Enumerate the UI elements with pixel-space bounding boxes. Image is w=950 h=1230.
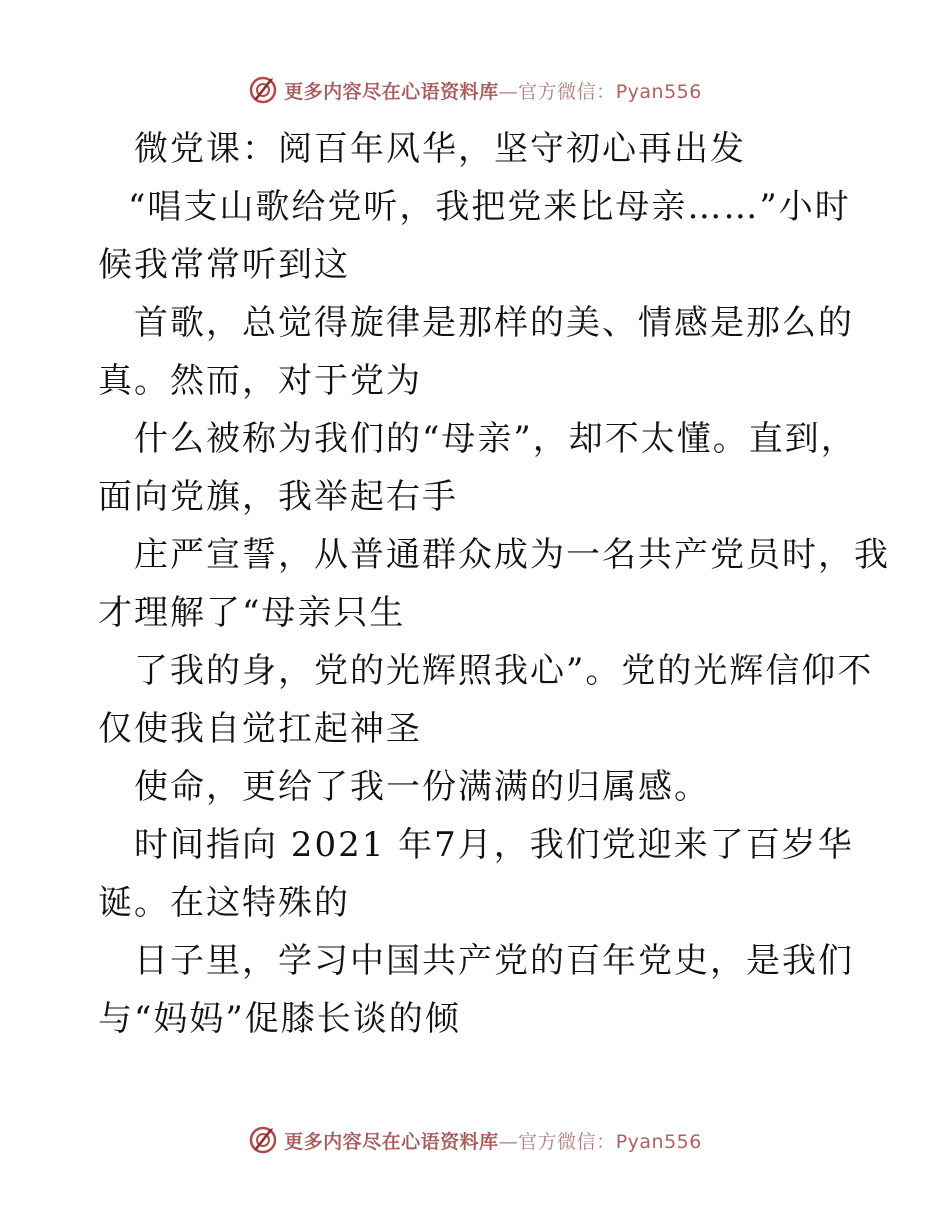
banner-text bbox=[284, 1127, 702, 1154]
header-banner-inner bbox=[248, 75, 702, 105]
logo-icon bbox=[248, 1125, 278, 1155]
banner-wechat-id: Pyan556 bbox=[615, 80, 702, 103]
banner-official-label: 官方微信： bbox=[518, 1130, 616, 1153]
document-body bbox=[98, 120, 890, 1048]
header-banner bbox=[0, 70, 950, 110]
paragraph-line: “唱支山歌给党听，我把党来比母亲……”小时 bbox=[128, 187, 851, 227]
paragraph-line: 首歌，总觉得旋律是那样的美、情感是那么的 bbox=[134, 303, 854, 343]
footer-banner bbox=[0, 1120, 950, 1160]
banner-wechat-id: Pyan556 bbox=[615, 1130, 702, 1153]
paragraph-line: 日子里，学习中国共产党的百年党史，是我们 bbox=[134, 941, 854, 981]
paragraph-line: 与“妈妈”促膝长谈的倾 bbox=[98, 999, 461, 1039]
paragraph-line: 候我常常听到这 bbox=[98, 245, 350, 285]
footer-banner-inner bbox=[248, 1125, 702, 1155]
document-title: 微党课：阅百年风华，坚守初心再出发 bbox=[134, 129, 746, 169]
banner-main-text: 更多内容尽在心语资料库 bbox=[284, 80, 499, 103]
paragraph-line: 使命，更给了我一份满满的归属感。 bbox=[134, 767, 710, 807]
paragraph-line: 什么被称为我们的“母亲”，却不太懂。直到， bbox=[134, 419, 857, 459]
paragraph-line: 庄严宣誓，从普通群众成为一名共产党员时，我 bbox=[134, 535, 890, 575]
paragraph-line: 面向党旗，我举起右手 bbox=[98, 477, 458, 517]
banner-dash: — bbox=[498, 1130, 519, 1153]
logo-icon bbox=[248, 75, 278, 105]
paragraph-line: 时间指向 2021 年7月，我们党迎来了百岁华 bbox=[134, 825, 854, 865]
paragraph-line: 了我的身，党的光辉照我心”。党的光辉信仰不 bbox=[134, 651, 874, 691]
banner-dash: — bbox=[498, 80, 519, 103]
paragraph-line: 仅使我自觉扛起神圣 bbox=[98, 709, 422, 749]
paragraph-line: 诞。在这特殊的 bbox=[98, 883, 350, 923]
paragraph-line: 才理解了“母亲只生 bbox=[98, 593, 406, 633]
banner-official-label: 官方微信： bbox=[518, 80, 616, 103]
banner-text bbox=[284, 77, 702, 104]
paragraph-line: 真。然而，对于党为 bbox=[98, 361, 422, 401]
banner-main-text: 更多内容尽在心语资料库 bbox=[284, 1130, 499, 1153]
